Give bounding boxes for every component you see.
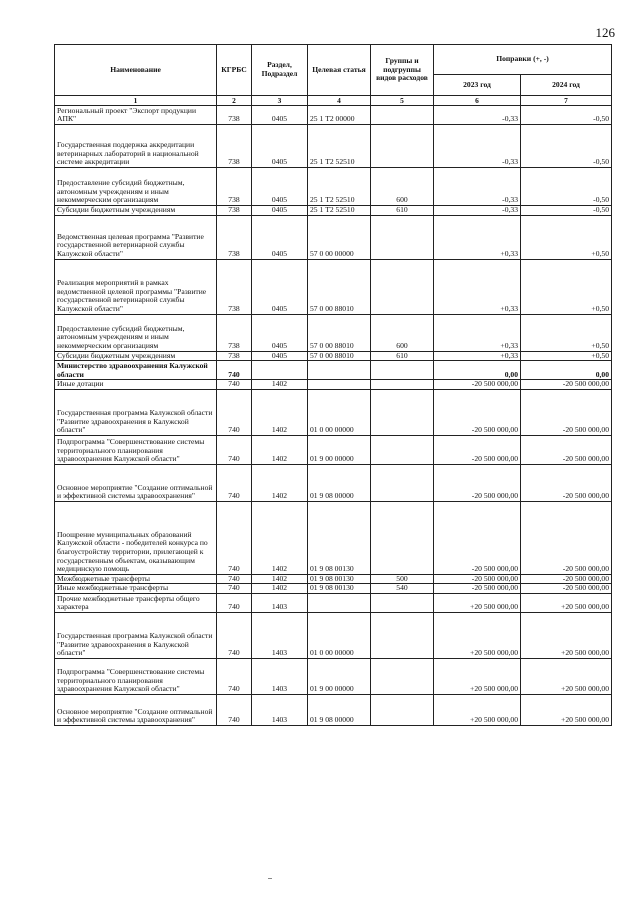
row-amount-2023: +20 500 000,00 [434, 694, 521, 725]
header-target: Целевая статья [308, 45, 371, 96]
row-name: Региональный проект "Экспорт продукции АПК" [55, 106, 217, 125]
row-amount-2023: -20 500 000,00 [434, 574, 521, 584]
row-group [371, 259, 434, 314]
column-number: 4 [308, 96, 371, 106]
row-amount-2024: -20 500 000,00 [521, 584, 612, 594]
row-name: Государственная поддержка аккредитации ветеринарных лабораторий в национальной системе аккредитации [55, 125, 217, 168]
header-year-2024: 2024 год [521, 75, 612, 96]
row-section: 1403 [252, 658, 308, 694]
table-row [55, 361, 612, 380]
row-kgrbs: 738 [217, 168, 252, 206]
row-amount-2024: -0,50 [521, 125, 612, 168]
row-group [371, 106, 434, 125]
row-section: 1402 [252, 584, 308, 594]
row-target: 57 0 00 88010 [308, 351, 371, 361]
row-target: 01 9 08 00130 [308, 584, 371, 594]
row-target: 01 9 08 00000 [308, 694, 371, 725]
row-kgrbs: 740 [217, 380, 252, 390]
table-row [55, 351, 612, 361]
row-kgrbs: 740 [217, 694, 252, 725]
row-kgrbs: 740 [217, 361, 252, 380]
row-target: 01 9 00 00000 [308, 435, 371, 464]
row-target: 01 9 08 00130 [308, 501, 371, 574]
row-kgrbs: 740 [217, 584, 252, 594]
row-kgrbs: 738 [217, 125, 252, 168]
row-group: 610 [371, 351, 434, 361]
row-name: Основное мероприятие "Создание оптимальной и эффективной системы здравоохранения" [55, 694, 217, 725]
row-target: 25 1 Т2 52510 [308, 168, 371, 206]
row-target: 25 1 Т2 52510 [308, 125, 371, 168]
table-row [55, 380, 612, 390]
row-group [371, 501, 434, 574]
row-group [371, 380, 434, 390]
row-section: 1403 [252, 612, 308, 658]
row-amount-2024: 0,00 [521, 361, 612, 380]
row-target: 57 0 00 88010 [308, 259, 371, 314]
row-amount-2024: +0,50 [521, 351, 612, 361]
row-amount-2024: +20 500 000,00 [521, 593, 612, 612]
row-amount-2023: -0,33 [434, 106, 521, 125]
column-number: 5 [371, 96, 434, 106]
table-row [55, 314, 612, 351]
table-row [55, 464, 612, 501]
row-name: Межбюджетные трансферты [55, 574, 217, 584]
column-number: 7 [521, 96, 612, 106]
row-name: Реализация мероприятий в рамках ведомственной целевой программы "Развитие государственной ветеринарной службы Калужской области" [55, 259, 217, 314]
row-amount-2024: -0,50 [521, 168, 612, 206]
row-amount-2023: +0,33 [434, 259, 521, 314]
row-target: 01 9 00 00000 [308, 658, 371, 694]
row-section: 1402 [252, 389, 308, 435]
row-amount-2023: -0,33 [434, 168, 521, 206]
row-name: Ведомственная целевая программа "Развитие государственной ветеринарной службы Калужской области" [55, 215, 217, 259]
row-group: 600 [371, 168, 434, 206]
table-row [55, 435, 612, 464]
row-kgrbs: 738 [217, 106, 252, 125]
row-amount-2024: +0,50 [521, 314, 612, 351]
row-section: 0405 [252, 259, 308, 314]
header-amendments: Поправки (+, -) [434, 45, 612, 75]
row-group [371, 658, 434, 694]
table-body [55, 106, 612, 726]
row-group [371, 694, 434, 725]
row-amount-2024: +20 500 000,00 [521, 612, 612, 658]
row-kgrbs: 740 [217, 612, 252, 658]
row-kgrbs: 740 [217, 435, 252, 464]
row-target: 25 1 Т2 52510 [308, 206, 371, 216]
row-amount-2024: +0,50 [521, 259, 612, 314]
row-name: Предоставление субсидий бюджетным, автономным учреждениям и иным некоммерческим организациям [55, 314, 217, 351]
row-amount-2023: -0,33 [434, 125, 521, 168]
table-row [55, 593, 612, 612]
row-target [308, 593, 371, 612]
page-number: 126 [595, 25, 615, 40]
column-number: 6 [434, 96, 521, 106]
header-groups: Группы и подгруппы видов расходов [371, 45, 434, 96]
row-section: 0405 [252, 351, 308, 361]
row-amount-2023: -20 500 000,00 [434, 380, 521, 390]
row-kgrbs: 738 [217, 314, 252, 351]
column-number: 2 [217, 96, 252, 106]
row-kgrbs: 740 [217, 593, 252, 612]
table-row [55, 694, 612, 725]
header-name: Наименование [55, 45, 217, 96]
row-kgrbs: 738 [217, 206, 252, 216]
row-target: 01 9 08 00000 [308, 464, 371, 501]
row-kgrbs: 740 [217, 658, 252, 694]
row-name: Иные межбюджетные трансферты [55, 584, 217, 594]
row-name: Предоставление субсидий бюджетным, автономным учреждениям и иным некоммерческим организациям [55, 168, 217, 206]
row-name: Поощрение муниципальных образований Калужской области - победителей конкурса по благоустройству территории, прилегающей к государственным объектам, оказывающим медицинскую помощь [55, 501, 217, 574]
row-target: 01 0 00 00000 [308, 612, 371, 658]
row-section: 0405 [252, 314, 308, 351]
row-target: 57 0 00 88010 [308, 314, 371, 351]
row-amount-2023: -20 500 000,00 [434, 584, 521, 594]
row-name: Иные дотации [55, 380, 217, 390]
row-kgrbs: 740 [217, 389, 252, 435]
row-kgrbs: 738 [217, 351, 252, 361]
row-target [308, 380, 371, 390]
table-row [55, 106, 612, 125]
table-row [55, 584, 612, 594]
row-amount-2024: -20 500 000,00 [521, 435, 612, 464]
row-amount-2024: -0,50 [521, 106, 612, 125]
row-group [371, 125, 434, 168]
row-section: 1402 [252, 435, 308, 464]
row-name: Основное мероприятие "Создание оптимальной и эффективной системы здравоохранения" [55, 464, 217, 501]
row-group: 600 [371, 314, 434, 351]
row-section: 1402 [252, 380, 308, 390]
row-amount-2023: -20 500 000,00 [434, 501, 521, 574]
table-row [55, 125, 612, 168]
table-header [55, 45, 612, 106]
row-group [371, 361, 434, 380]
row-target: 25 1 Т2 00000 [308, 106, 371, 125]
row-amount-2023: 0,00 [434, 361, 521, 380]
row-name: Субсидии бюджетным учреждениям [55, 351, 217, 361]
row-amount-2024: -20 500 000,00 [521, 574, 612, 584]
table-row [55, 259, 612, 314]
header-section: Раздел, Подраздел [252, 45, 308, 96]
row-amount-2024: -20 500 000,00 [521, 389, 612, 435]
header-year-2023: 2023 год [434, 75, 521, 96]
row-name: Министерство здравоохранения Калужской области [55, 361, 217, 380]
row-section: 0405 [252, 106, 308, 125]
scan-mark [268, 878, 272, 879]
row-amount-2023: -20 500 000,00 [434, 435, 521, 464]
row-amount-2023: +0,33 [434, 351, 521, 361]
row-group [371, 215, 434, 259]
row-target: 01 0 00 00000 [308, 389, 371, 435]
row-group [371, 593, 434, 612]
row-amount-2024: +20 500 000,00 [521, 658, 612, 694]
row-target [308, 361, 371, 380]
row-group: 500 [371, 574, 434, 584]
row-amount-2024: +0,50 [521, 215, 612, 259]
row-amount-2024: -20 500 000,00 [521, 380, 612, 390]
row-section: 1402 [252, 574, 308, 584]
row-amount-2023: +20 500 000,00 [434, 593, 521, 612]
table-row [55, 206, 612, 216]
row-name: Государственная программа Калужской области "Развитие здравоохранения в Калужской области" [55, 612, 217, 658]
row-amount-2023: +20 500 000,00 [434, 612, 521, 658]
row-section: 0405 [252, 206, 308, 216]
row-amount-2023: -20 500 000,00 [434, 464, 521, 501]
row-group [371, 389, 434, 435]
row-amount-2023: +20 500 000,00 [434, 658, 521, 694]
row-kgrbs: 740 [217, 501, 252, 574]
table-row [55, 612, 612, 658]
row-amount-2024: +20 500 000,00 [521, 694, 612, 725]
row-kgrbs: 738 [217, 259, 252, 314]
row-name: Подпрограмма "Совершенствование системы территориального планирования здравоохранения Калужской области" [55, 658, 217, 694]
row-section: 0405 [252, 168, 308, 206]
table-row [55, 215, 612, 259]
column-numbers-row [55, 96, 612, 106]
row-name: Государственная программа Калужской области "Развитие здравоохранения в Калужской области" [55, 389, 217, 435]
table-row [55, 501, 612, 574]
row-kgrbs: 738 [217, 215, 252, 259]
row-group [371, 435, 434, 464]
budget-amendments-table [54, 44, 612, 726]
row-group: 610 [371, 206, 434, 216]
row-amount-2023: +0,33 [434, 314, 521, 351]
row-section: 0405 [252, 215, 308, 259]
row-section: 1402 [252, 464, 308, 501]
row-target: 57 0 00 00000 [308, 215, 371, 259]
row-name: Субсидии бюджетным учреждениям [55, 206, 217, 216]
row-amount-2024: -20 500 000,00 [521, 464, 612, 501]
row-section: 1403 [252, 593, 308, 612]
table-row [55, 168, 612, 206]
table-row [55, 658, 612, 694]
table-row [55, 389, 612, 435]
row-amount-2023: -0,33 [434, 206, 521, 216]
row-target: 01 9 08 00130 [308, 574, 371, 584]
row-section [252, 361, 308, 380]
header-kgrbs: КГРБС [217, 45, 252, 96]
row-section: 1402 [252, 501, 308, 574]
row-name: Подпрограмма "Совершенствование системы территориального планирования здравоохранения Калужской области" [55, 435, 217, 464]
row-group [371, 464, 434, 501]
row-name: Прочие межбюджетные трансферты общего характера [55, 593, 217, 612]
row-section: 0405 [252, 125, 308, 168]
row-section: 1403 [252, 694, 308, 725]
row-group [371, 612, 434, 658]
row-kgrbs: 740 [217, 464, 252, 501]
row-amount-2023: +0,33 [434, 215, 521, 259]
row-amount-2024: -20 500 000,00 [521, 501, 612, 574]
row-kgrbs: 740 [217, 574, 252, 584]
row-amount-2024: -0,50 [521, 206, 612, 216]
column-number: 1 [55, 96, 217, 106]
row-group: 540 [371, 584, 434, 594]
column-number: 3 [252, 96, 308, 106]
row-amount-2023: -20 500 000,00 [434, 389, 521, 435]
